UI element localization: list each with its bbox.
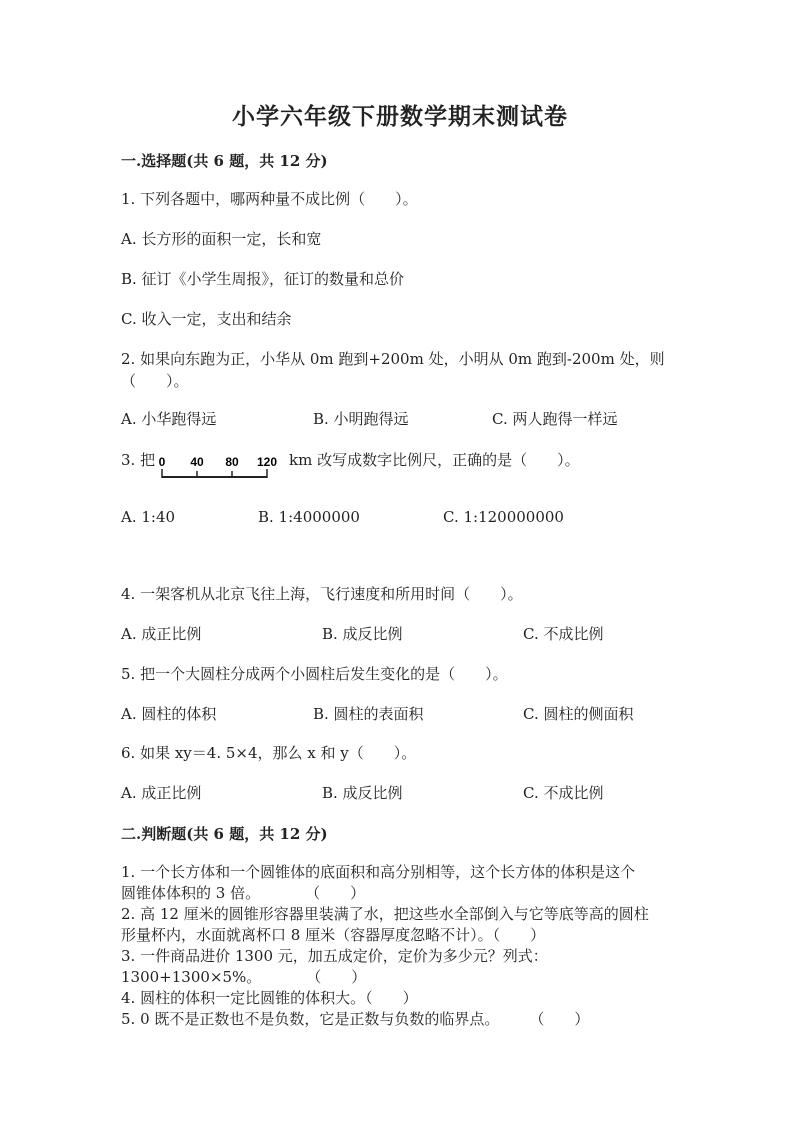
judge-q1-line1: 1. 一个长方体和一个圆锥体的底面积和高分别相等，这个长方体的体积是这个 (121, 863, 636, 881)
q2-option-c: C. 两人跑得一样远 (492, 410, 618, 428)
q6-option-b: B. 成反比例 (322, 784, 403, 802)
judge-q3-line1: 3. 一件商品进价 1300 元，加五成定价，定价为多少元？列式： (121, 947, 548, 965)
q2-option-b: B. 小明跑得远 (313, 410, 409, 428)
q3-stem-suffix: km 改写成数字比例尺，正确的是（ ）。 (289, 451, 580, 469)
q5-option-b: B. 圆柱的表面积 (313, 705, 424, 723)
ruler-label-40: 40 (190, 455, 204, 469)
q5-option-a: A. 圆柱的体积 (121, 705, 217, 723)
judge-q5: 5. 0 既不是正数也不是负数，它是正数与负数的临界点。 （ ） (121, 1010, 590, 1028)
q6-option-c: C. 不成比例 (523, 784, 604, 802)
q3-option-a: A. 1:40 (121, 508, 176, 526)
q4-option-b: B. 成反比例 (322, 625, 403, 643)
q6-option-a: A. 成正比例 (121, 784, 202, 802)
q6-stem: 6. 如果 xy＝4. 5×4，那么 x 和 y（ ）。 (121, 744, 417, 762)
q3-option-b: B. 1:4000000 (258, 508, 360, 526)
q1-option-a: A. 长方形的面积一定，长和宽 (121, 230, 322, 248)
q4-option-a: A. 成正比例 (121, 625, 202, 643)
q2-option-a: A. 小华跑得远 (121, 410, 217, 428)
judge-q1-line2: 圆锥体体积的 3 倍。 （ ） (121, 884, 366, 902)
scale-ruler (154, 452, 284, 482)
section1-heading: 一.选择题(共 6 题，共 12 分) (121, 152, 328, 170)
judge-q2-line2: 形量杯内，水面就离杯口 8 厘米（容器厚度忽略不计）。（ ） (121, 926, 546, 944)
q2-stem-line2: （ ）。 (121, 372, 189, 390)
q3-stem-prefix: 3. 把 (121, 451, 156, 469)
judge-q2-line1: 2. 高 12 厘米的圆锥形容器里装满了水，把这些水全部倒入与它等底等高的圆柱 (121, 905, 649, 923)
ruler-label-80: 80 (225, 455, 239, 469)
judge-q3-line2: 1300+1300×5%。 （ ） (121, 968, 367, 986)
ruler-label-0: 0 (158, 455, 166, 469)
q1-option-b: B. 征订《小学生周报》，征订的数量和总价 (121, 270, 405, 288)
q4-option-c: C. 不成比例 (523, 625, 604, 643)
q3-option-c: C. 1:120000000 (443, 508, 564, 526)
q5-stem: 5. 把一个大圆柱分成两个小圆柱后发生变化的是（ ）。 (121, 665, 508, 683)
judge-q4: 4. 圆柱的体积一定比圆锥的体积大。（ ） (121, 989, 418, 1007)
page-title: 小学六年级下册数学期末测试卷 (232, 103, 568, 130)
q4-stem: 4. 一架客机从北京飞往上海，飞行速度和所用时间（ ）。 (121, 585, 523, 603)
q1-option-c: C. 收入一定，支出和结余 (121, 310, 292, 328)
q2-stem-line1: 2. 如果向东跑为正，小华从 0m 跑到+200m 处，小明从 0m 跑到-200m 处，则 (121, 350, 665, 368)
section2-heading: 二.判断题(共 6 题，共 12 分) (121, 825, 328, 843)
q5-option-c: C. 圆柱的侧面积 (523, 705, 634, 723)
ruler-label-120: 120 (256, 455, 278, 469)
q1-stem: 1. 下列各题中，哪两种量不成比例（ ）。 (121, 190, 418, 208)
